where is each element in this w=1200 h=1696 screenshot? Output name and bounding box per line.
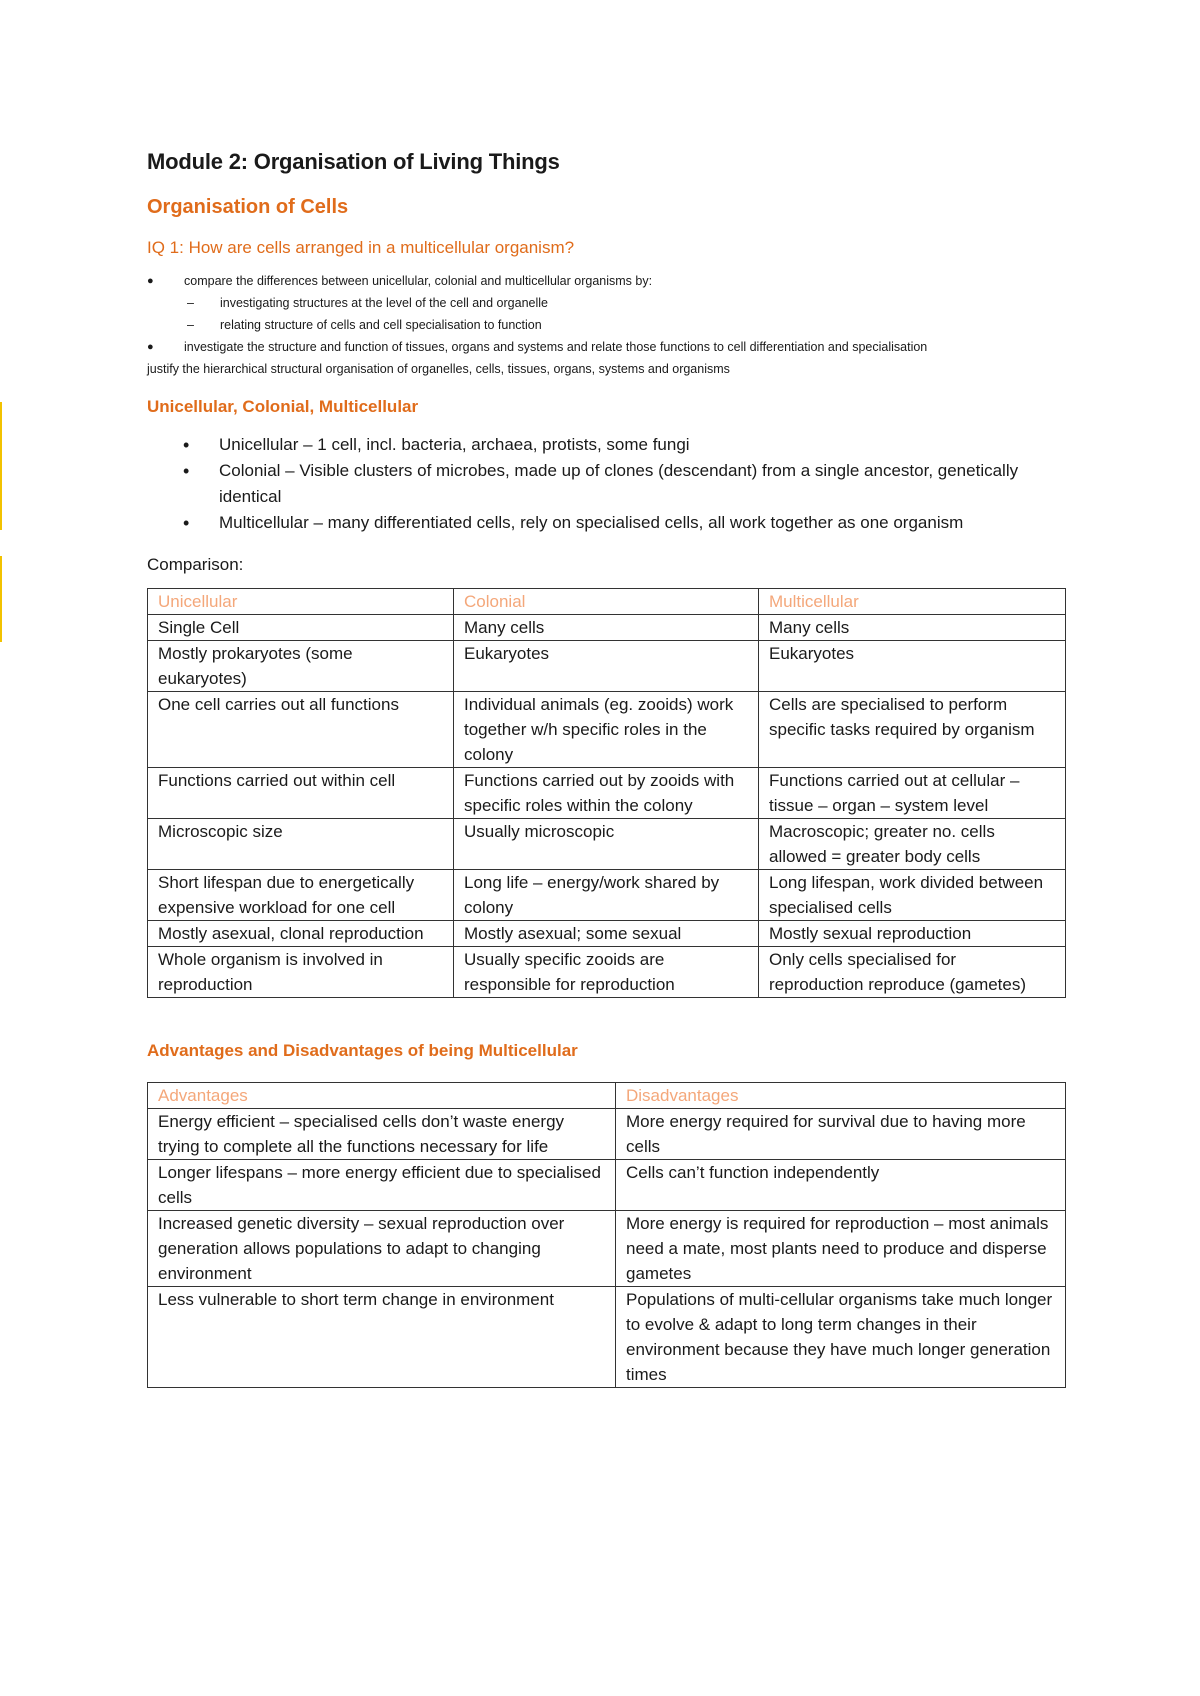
syllabus-subpoint: – relating structure of cells and cell specialisation to function [147,314,1065,336]
table-row [148,1211,1066,1287]
margin-change-bar [0,556,2,642]
table-cell: Long lifespan, work divided between specialised cells [759,870,1066,921]
table-cell: Long life – energy/work shared by colony [454,870,759,921]
advantages-table [147,1082,1066,1388]
table-row [148,692,1066,768]
table-row [148,1287,1066,1388]
table-cell: Short lifespan due to energetically expensive workload for one cell [148,870,454,921]
table-row [148,947,1066,998]
inquiry-question: IQ 1: How are cells arranged in a multicellular organism? [147,238,575,257]
table-cell: Mostly asexual, clonal reproduction [148,921,454,947]
table-cell: Cells are specialised to perform specific tasks required by organism [759,692,1066,768]
table-cell: Functions carried out within cell [148,768,454,819]
types-list [147,432,1065,536]
column-header-colonial: Colonial [454,589,759,615]
justify-point: justify the hierarchical structural organisation of organelles, cells, tissues, organs, systems and organisms [147,362,730,376]
comparison-label: Comparison: [147,555,244,574]
subheading-advantages: Advantages and Disadvantages of being Multicellular [147,1041,578,1060]
table-cell: Usually specific zooids are responsible for reproduction [454,947,759,998]
table-header-row [148,1083,1066,1109]
table-cell: Individual animals (eg. zooids) work together w/h specific roles in the colony [454,692,759,768]
list-item: • Colonial – Visible clusters of microbes, made up of clones (descendant) from a single ancestor, genetically identical [147,458,1065,510]
table-cell: Cells can’t function independently [616,1160,1066,1211]
document-content [147,146,1065,1388]
table-cell: Eukaryotes [759,641,1066,692]
syllabus-subpoint: – investigating structures at the level of the cell and organelle [147,292,1065,314]
table-cell: Eukaryotes [454,641,759,692]
table-cell: Functions carried out by zooids with specific roles within the colony [454,768,759,819]
syllabus-point: ● investigate the structure and function of tissues, organs and systems and relate those functions to cell differentiation and specialisation [147,336,1065,358]
table-cell: Whole organism is involved in reproduction [148,947,454,998]
table-cell: Mostly prokaryotes (some eukaryotes) [148,641,454,692]
table-cell: Energy efficient – specialised cells don’t waste energy trying to complete all the functions necessary for life [148,1109,616,1160]
list-item: • Multicellular – many differentiated cells, rely on specialised cells, all work together as one organism [147,510,1065,536]
table-cell: Macroscopic; greater no. cells allowed = greater body cells [759,819,1066,870]
table-cell: One cell carries out all functions [148,692,454,768]
margin-change-bar [0,402,2,530]
table-cell: Populations of multi-cellular organisms take much longer to evolve & adapt to long term changes in their environment because they have much longer generation times [616,1287,1066,1388]
table-cell: Many cells [454,615,759,641]
table-cell: Microscopic size [148,819,454,870]
table-header-row [148,589,1066,615]
table-cell: Only cells specialised for reproduction reproduce (gametes) [759,947,1066,998]
table-row [148,819,1066,870]
syllabus-list [147,270,1065,358]
table-row [148,1109,1066,1160]
table-cell: Less vulnerable to short term change in environment [148,1287,616,1388]
syllabus-point: ● compare the differences between unicellular, colonial and multicellular organisms by: [147,270,1065,292]
table-cell: More energy required for survival due to having more cells [616,1109,1066,1160]
page-title: Module 2: Organisation of Living Things [147,149,560,174]
table-row [148,1160,1066,1211]
column-header-disadvantages: Disadvantages [616,1083,1066,1109]
column-header-unicellular: Unicellular [148,589,454,615]
table-cell: Mostly sexual reproduction [759,921,1066,947]
section-heading: Organisation of Cells [147,196,349,218]
table-cell: Functions carried out at cellular – tissue – organ – system level [759,768,1066,819]
table-row [148,768,1066,819]
table-cell: Increased genetic diversity – sexual reproduction over generation allows populations to adapt to changing environment [148,1211,616,1287]
comparison-table [147,588,1066,998]
table-row [148,921,1066,947]
table-cell: Longer lifespans – more energy efficient due to specialised cells [148,1160,616,1211]
table-row [148,870,1066,921]
table-cell: Usually microscopic [454,819,759,870]
table-cell: More energy is required for reproduction – most animals need a mate, most plants need to produce and disperse gametes [616,1211,1066,1287]
table-row [148,615,1066,641]
table-cell: Many cells [759,615,1066,641]
table-cell: Mostly asexual; some sexual [454,921,759,947]
column-header-advantages: Advantages [148,1083,616,1109]
list-item: • Unicellular – 1 cell, incl. bacteria, archaea, protists, some fungi [147,432,1065,458]
table-cell: Single Cell [148,615,454,641]
column-header-multicellular: Multicellular [759,589,1066,615]
subheading-types: Unicellular, Colonial, Multicellular [147,397,419,416]
table-row [148,641,1066,692]
